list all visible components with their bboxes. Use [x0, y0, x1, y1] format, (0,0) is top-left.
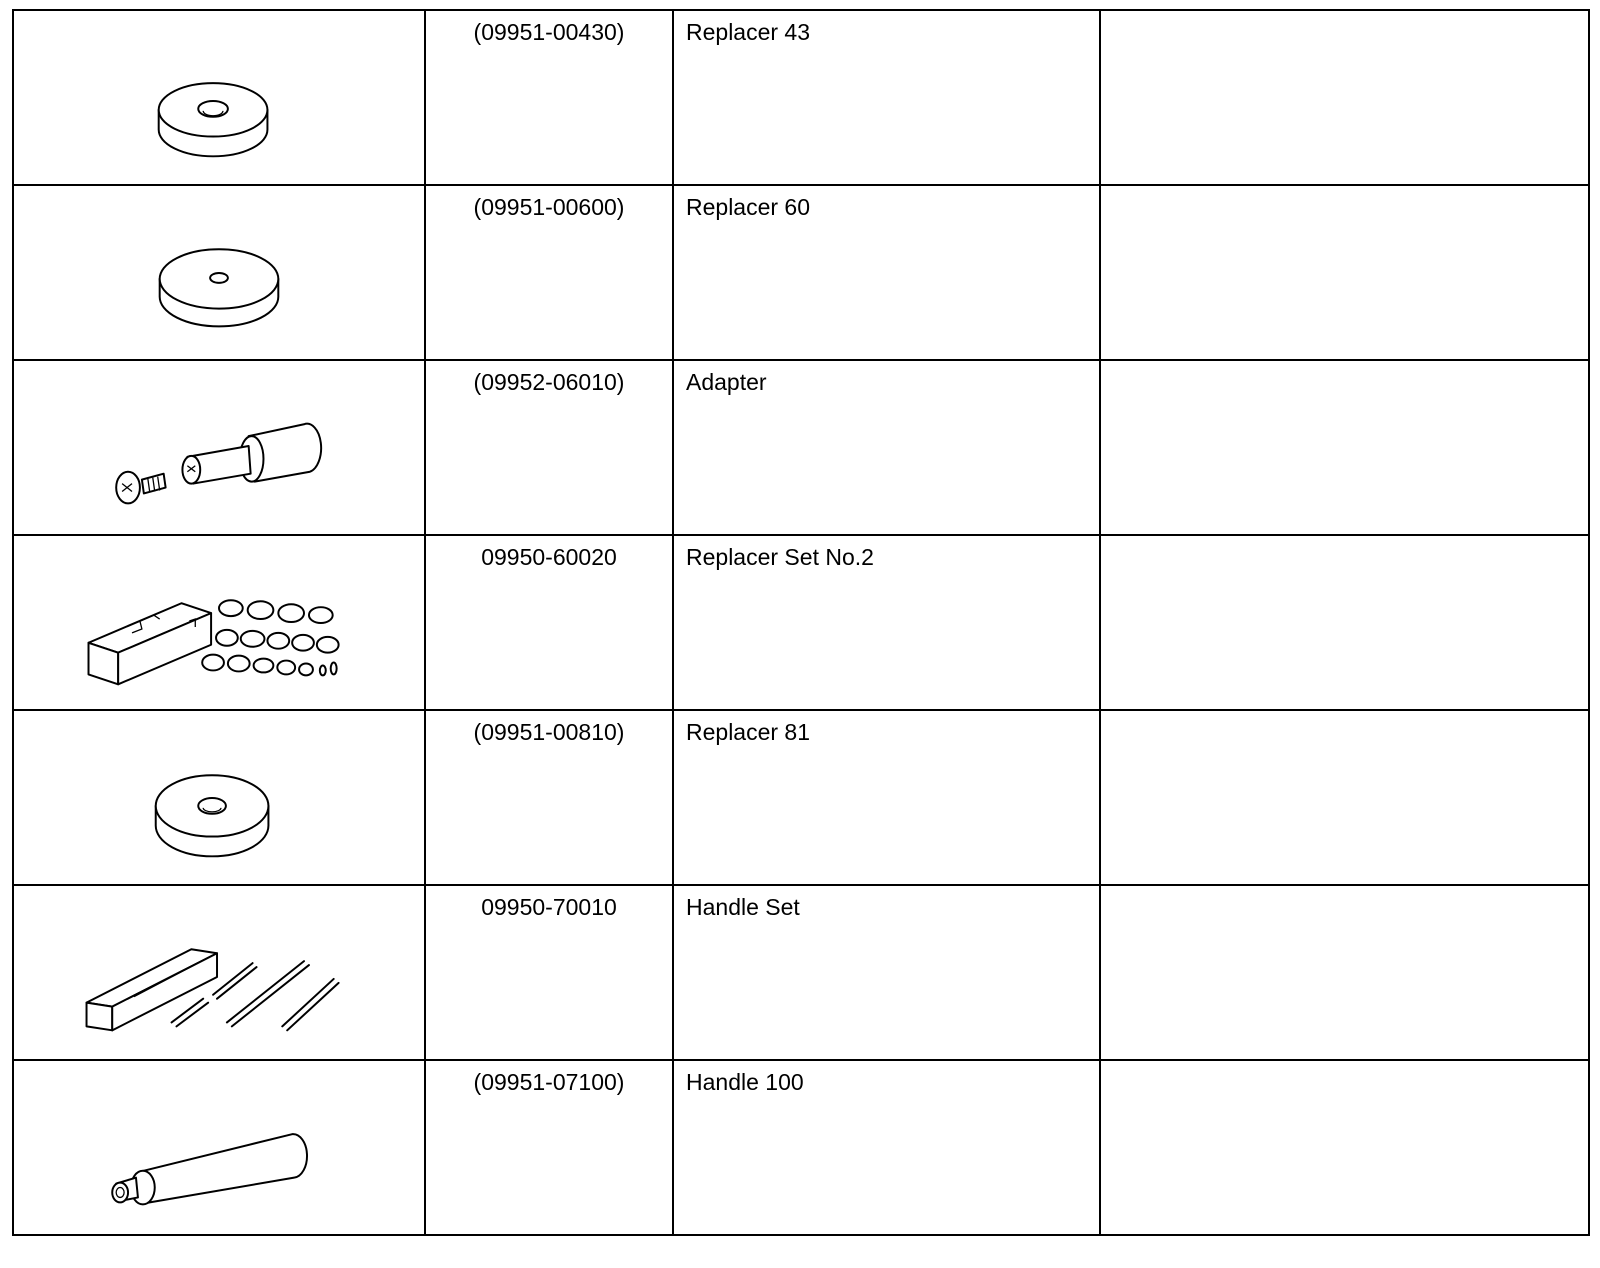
part-number-cell	[425, 1060, 673, 1235]
tool-name-cell	[673, 1060, 1100, 1235]
tool-illustration-cell	[13, 710, 425, 885]
tool-note	[1101, 711, 1588, 718]
special-tools-table	[12, 9, 1590, 1236]
tool-name: Replacer 60	[686, 194, 811, 220]
tool-name-cell	[673, 710, 1100, 885]
tool-note	[1101, 886, 1588, 893]
tool-illustration-cell	[13, 885, 425, 1060]
adapter-bolt-illustration	[14, 361, 424, 534]
tool-note	[1101, 361, 1588, 368]
part-number: (09952-06010)	[473, 369, 625, 395]
part-number-cell	[425, 535, 673, 710]
tool-illustration-cell	[13, 1060, 425, 1235]
tool-name: Handle Set	[686, 894, 800, 920]
note-cell	[1100, 885, 1589, 1060]
tool-name-cell	[673, 185, 1100, 360]
tool-name: Adapter	[686, 369, 767, 395]
part-number: 09950-70010	[481, 894, 617, 920]
note-cell	[1100, 1060, 1589, 1235]
table-row	[13, 10, 1589, 185]
tool-illustration-cell	[13, 10, 425, 185]
part-number: (09951-07100)	[473, 1069, 625, 1095]
part-number-cell	[425, 185, 673, 360]
part-number-cell	[425, 710, 673, 885]
part-number: (09951-00810)	[473, 719, 625, 745]
part-number: (09951-00600)	[473, 194, 625, 220]
disc-replacer-illustration	[14, 11, 424, 184]
tool-note	[1101, 11, 1588, 18]
tool-illustration-cell	[13, 535, 425, 710]
tool-note	[1101, 536, 1588, 543]
tool-name-cell	[673, 360, 1100, 535]
tool-note	[1101, 1061, 1588, 1068]
part-number: (09951-00430)	[473, 19, 625, 45]
table-row	[13, 360, 1589, 535]
tool-note	[1101, 186, 1588, 193]
note-cell	[1100, 535, 1589, 710]
note-cell	[1100, 10, 1589, 185]
tool-name-cell	[673, 885, 1100, 1060]
part-number: 09950-60020	[481, 544, 617, 570]
tool-illustration-cell	[13, 360, 425, 535]
part-number-cell	[425, 360, 673, 535]
tool-name: Handle 100	[686, 1069, 804, 1095]
replacer-set-case-illustration	[14, 536, 424, 709]
tool-name: Replacer 43	[686, 19, 811, 45]
disc-replacer-illustration	[14, 711, 424, 884]
handle-set-illustration	[14, 886, 424, 1059]
table-row	[13, 535, 1589, 710]
note-cell	[1100, 360, 1589, 535]
table-row	[13, 1060, 1589, 1235]
tool-name: Replacer 81	[686, 719, 811, 745]
note-cell	[1100, 185, 1589, 360]
table-row	[13, 885, 1589, 1060]
tool-illustration-cell	[13, 185, 425, 360]
table-row	[13, 185, 1589, 360]
part-number-cell	[425, 885, 673, 1060]
disc-replacer-illustration	[14, 186, 424, 359]
part-number-cell	[425, 10, 673, 185]
handle-illustration	[14, 1061, 424, 1234]
note-cell	[1100, 710, 1589, 885]
tool-name-cell	[673, 10, 1100, 185]
tool-name: Replacer Set No.2	[686, 544, 874, 570]
table-row	[13, 710, 1589, 885]
tool-name-cell	[673, 535, 1100, 710]
